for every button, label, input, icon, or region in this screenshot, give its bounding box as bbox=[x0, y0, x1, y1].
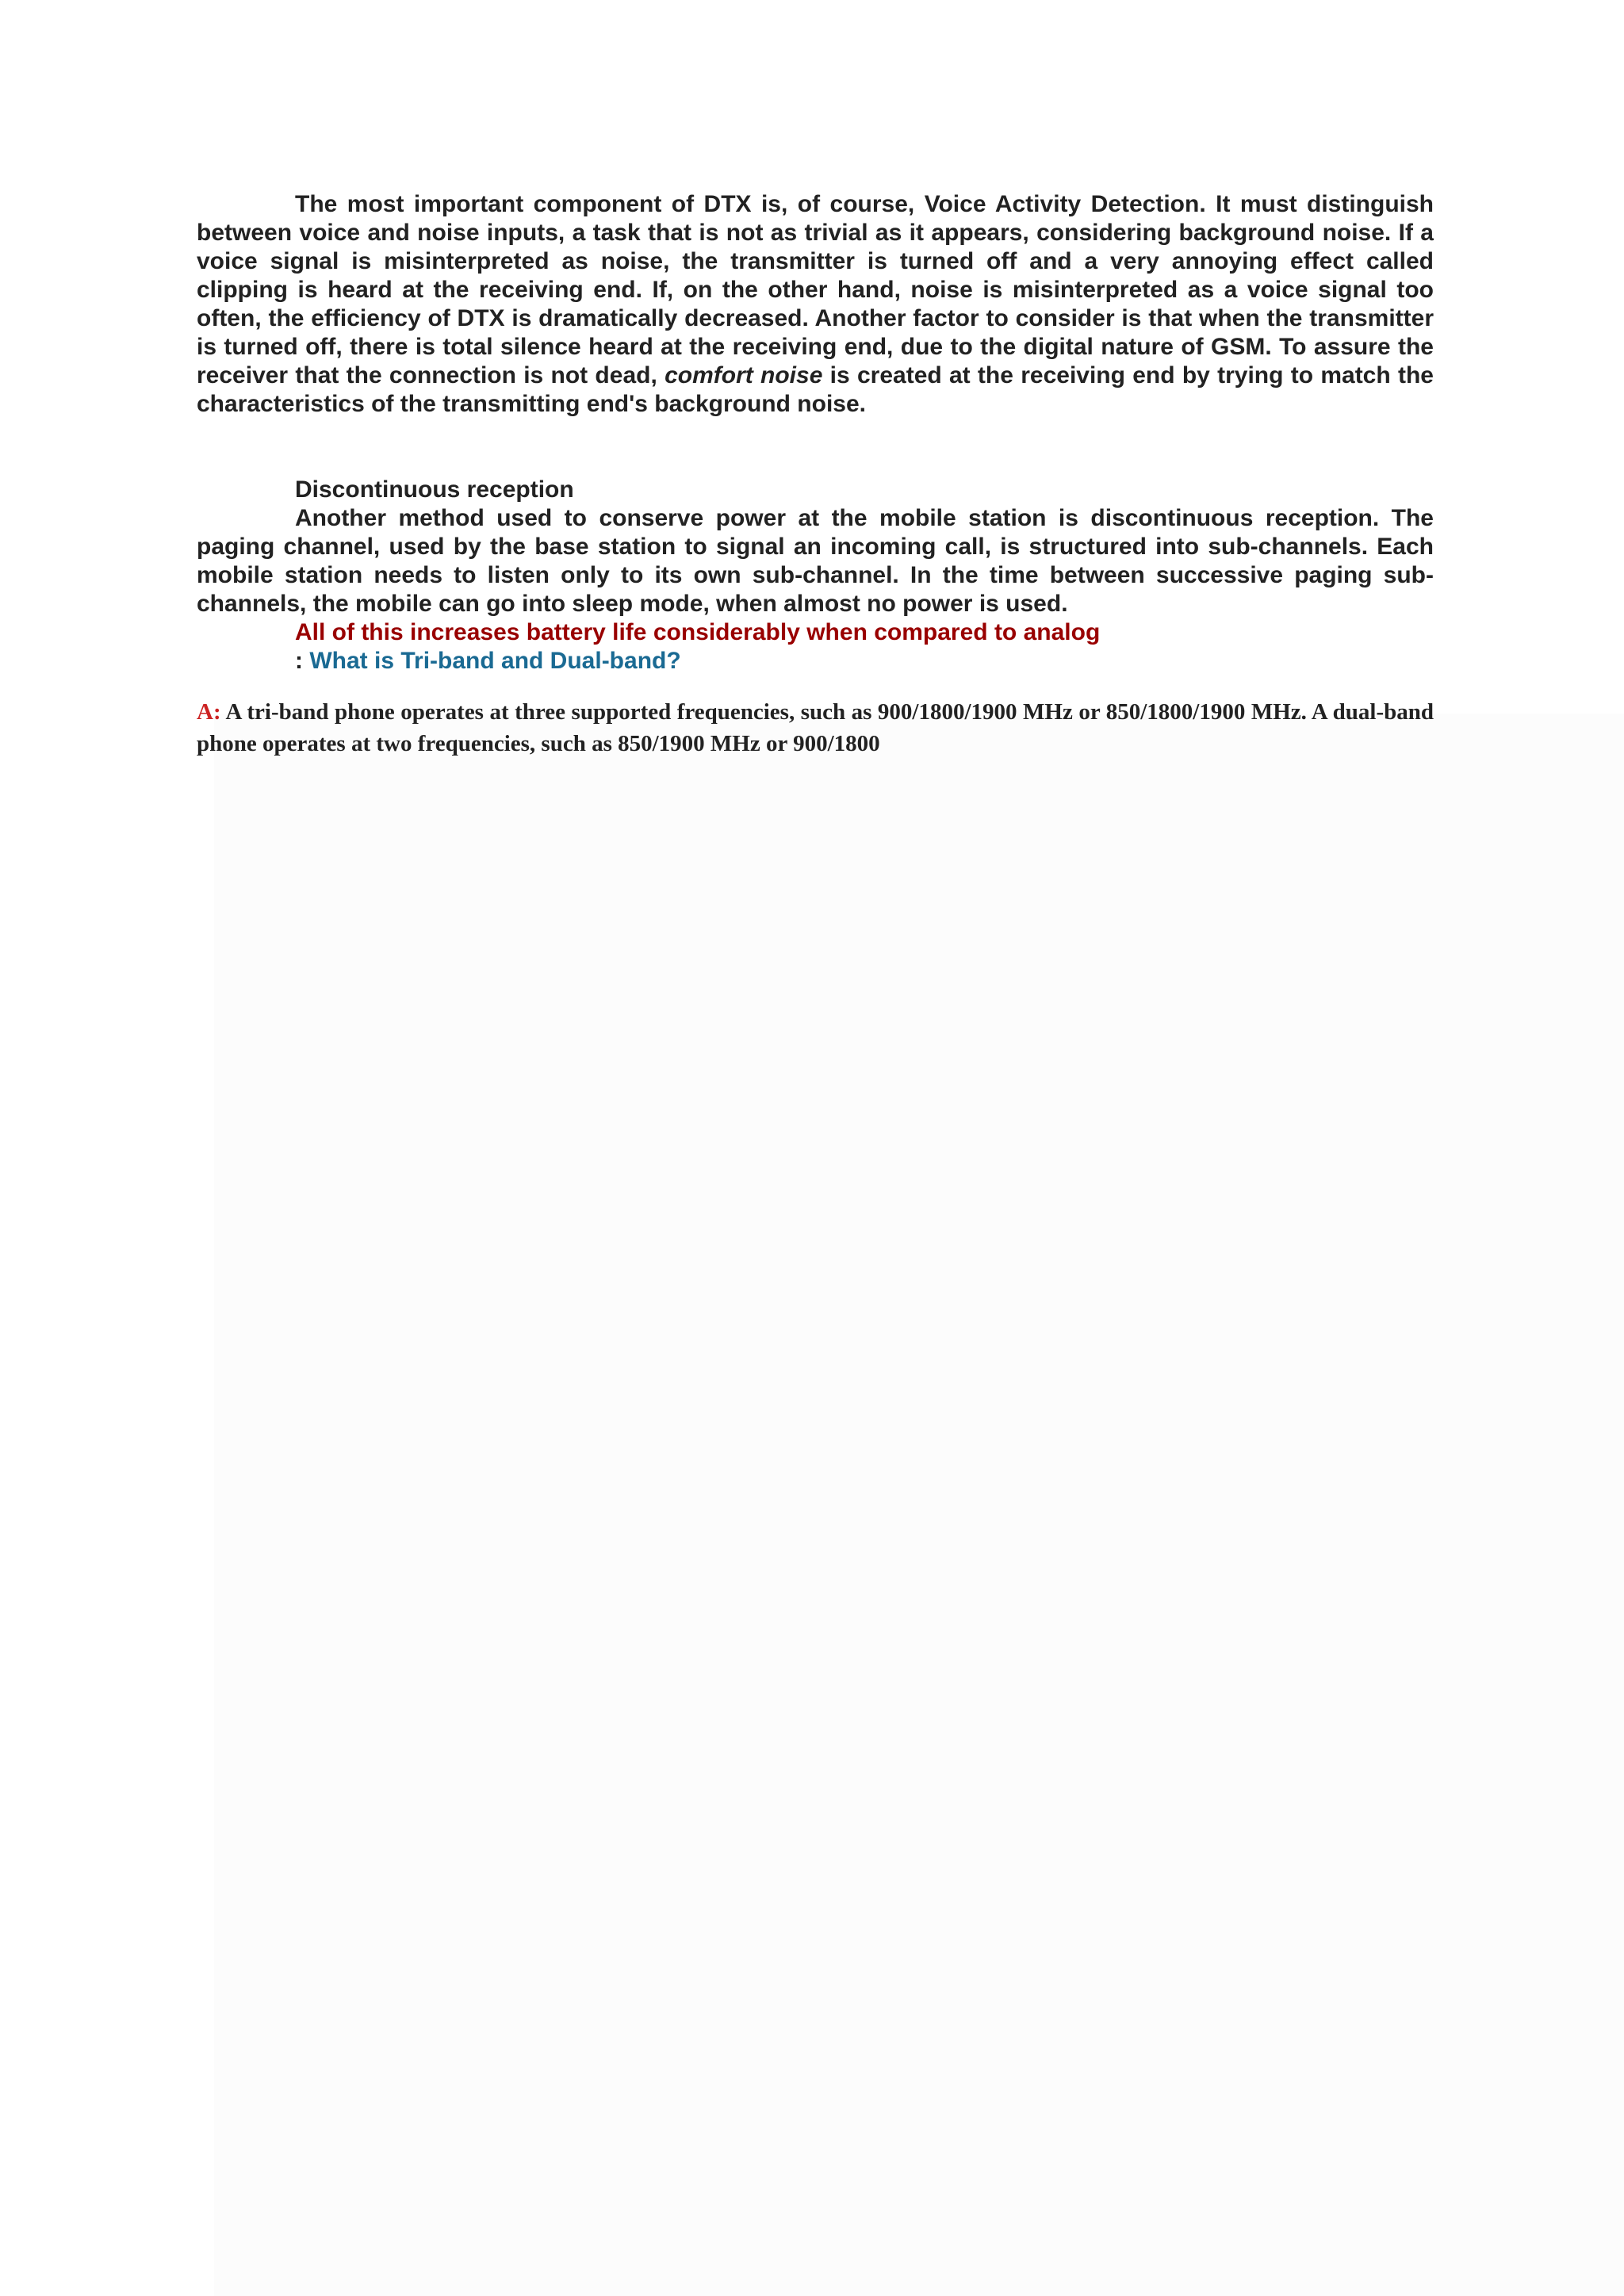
dtx-paragraph-part1: The most important component of DTX is, of course, Voice Activity Detection. It must distinguish between voice and noise inputs, a task that is not as trivial as it appears, considering background noise. If a voice signal is misinterpreted as noise, the transmitter is turned off and a very annoying effect called clipping is heard at the receiving end. If, on the other hand, noise is misinterpreted as a voice signal too often, the efficiency of DTX is dramatically decreased. Another factor to consider is that when the transmitter is turned off, there is total silence heard at the receiving end, due to the digital nature of GSM. To assure the receiver that the connection is not dead, bbox=[197, 191, 1434, 388]
page-background bbox=[214, 714, 1624, 2296]
highlight-line: All of this increases battery life considerably when compared to analog bbox=[295, 619, 1101, 645]
answer-paragraph bbox=[197, 696, 1434, 760]
question-line bbox=[197, 647, 1434, 675]
question-text: What is Tri-band and Dual-band? bbox=[309, 648, 681, 674]
document-page bbox=[197, 190, 1434, 760]
comfort-noise-term: comfort noise bbox=[665, 362, 823, 388]
question-prefix: : bbox=[295, 648, 303, 674]
section-heading: Discontinuous reception bbox=[295, 476, 574, 503]
answer-text: A tri-band phone operates at three supported frequencies, such as 900/1800/1900 MHz or 850/1800/1900 MHz. A dual-band phone operates at two frequencies, such as 850/1900 MHz or 900/1800 bbox=[197, 699, 1434, 756]
dtx-paragraph bbox=[197, 190, 1434, 419]
dtx-paragraph-part2: is created at the receiving end by trying to match the characteristics of the transmitting end's background noise. bbox=[197, 362, 1434, 417]
answer-label: A: bbox=[197, 699, 221, 725]
section-body: Another method used to conserve power at the mobile station is discontinuous reception. The paging channel, used by the base station to signal an incoming call, is structured into sub-channels. Each mobile station needs to listen only to its own sub-channel. In the time between successive paging sub-channels, the mobile can go into sleep mode, when almost no power is used. bbox=[197, 505, 1434, 617]
